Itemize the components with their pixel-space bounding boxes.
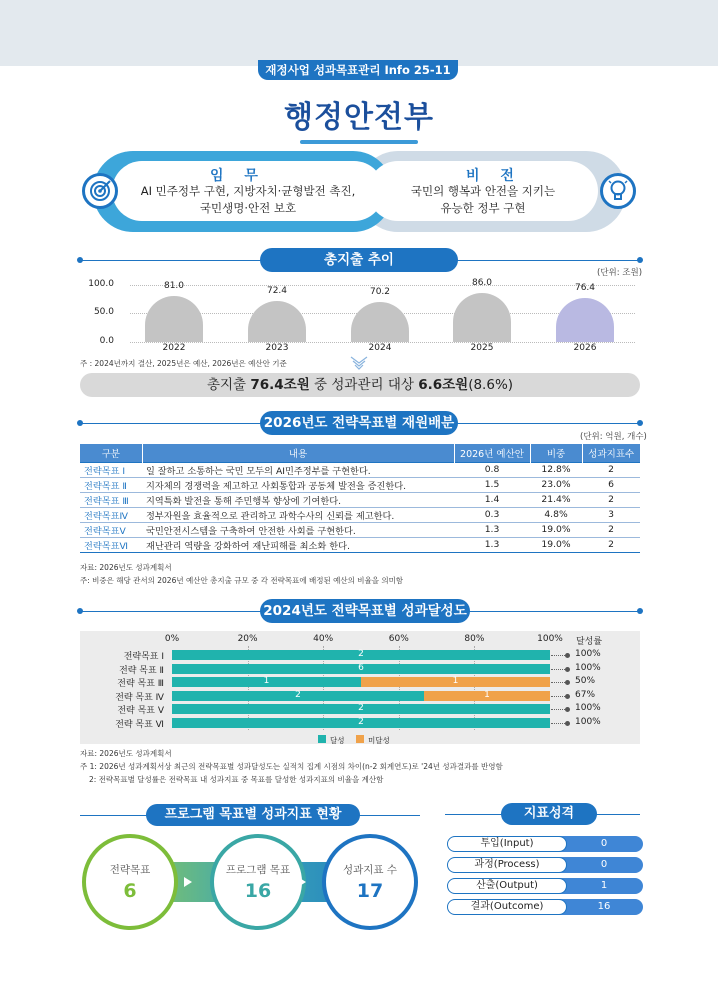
x-tick-label: 80% (464, 634, 485, 644)
row-goal: 전략목표Ⅳ (80, 507, 142, 522)
section2-unit: (단위: 억원, 개수) (580, 432, 647, 442)
row-budget: 1.4 (454, 492, 530, 507)
y-tick-label: 50.0 (93, 307, 114, 317)
flow-label: 프로그램 목표 (225, 864, 291, 876)
summary-text: 총지출 (206, 377, 251, 393)
leader-dot (565, 707, 570, 712)
section3-source: 자료: 2026년도 성과계획서 (80, 749, 172, 758)
x-tick-label: 60% (388, 634, 409, 644)
x-tick-label: 2023 (265, 343, 289, 353)
section3-note1: 주 1: 2026년 성과계획서상 최근의 전략목표별 성과달성도는 실적치 집계 시점의 차이(n-2 회계연도)로 '24년 성과결과를 반영함 (80, 762, 503, 771)
vision-heading: 비 전 (466, 168, 522, 184)
section2-note: 주: 비중은 해당 관서의 2026년 예산안 총지출 규모 중 각 전략목표에 배정된 예산의 비율을 의미함 (80, 576, 404, 585)
achievement-rate: 100% (575, 662, 601, 673)
table-row (80, 537, 640, 552)
legend-swatch (356, 735, 364, 743)
section1-footnote: 주 : 2024년까지 결산, 2025년은 예산, 2026년은 예산안 기준 (80, 359, 287, 368)
indicator-row (447, 836, 643, 852)
y-tick-label: 0.0 (99, 336, 114, 346)
indicator-value: 16 (559, 899, 643, 915)
row-share: 19.0% (530, 537, 582, 552)
budget-table (80, 444, 640, 553)
section3-heading: 2024년도 전략목표별 성과달성도 (260, 599, 470, 623)
arrow-right-icon (184, 877, 192, 887)
table-header: 내용 (142, 444, 454, 462)
section1-dot (637, 257, 643, 263)
row-goal: 전략목표 Ⅰ (80, 462, 142, 477)
row-count: 2 (582, 462, 640, 477)
leader-dot (565, 694, 570, 699)
row-budget: 1.3 (454, 522, 530, 537)
indicator-label: 투입(Input) (447, 836, 567, 852)
row-share: 4.8% (530, 507, 582, 522)
x-tick-label: 40% (313, 634, 334, 644)
table-row (80, 477, 640, 492)
section1-heading: 총지출 추이 (260, 248, 458, 272)
leader-dot (565, 721, 570, 726)
rate-header: 달성률 (575, 637, 603, 647)
x-tick-label: 2024 (368, 343, 392, 353)
mission-heading: 임 무 (210, 168, 266, 184)
row-budget: 0.3 (454, 507, 530, 522)
title-underline (300, 140, 418, 144)
row-label: 전략 목표 Ⅱ (119, 665, 164, 676)
row-share: 21.4% (530, 492, 582, 507)
row-goal: 전략목표Ⅵ (80, 537, 142, 552)
chevron-down-icon (349, 355, 369, 369)
row-count: 3 (582, 507, 640, 522)
data-label: 86.0 (471, 278, 493, 288)
row-budget: 1.3 (454, 537, 530, 552)
flow-value: 16 (244, 880, 272, 902)
row-count: 2 (582, 537, 640, 552)
section3-dot (77, 608, 83, 614)
x-tick-label: 2026 (573, 343, 597, 353)
indicator-label: 결과(Outcome) (447, 899, 567, 915)
bar-value: 6 (358, 662, 364, 673)
flow-label: 전략목표 (109, 864, 151, 876)
section1-dot (77, 257, 83, 263)
x-tick-label: 100% (537, 634, 563, 644)
bar-value: 1 (452, 676, 459, 686)
x-tick-label: 0% (164, 634, 180, 644)
row-content: 재난관리 역량을 강화하여 재난피해를 최소화 한다. (142, 537, 454, 552)
row-share: 12.8% (530, 462, 582, 477)
vision-line-2: 유능한 정부 구현 (440, 201, 526, 215)
page-title: 행정안전부 (284, 100, 434, 135)
table-row (80, 522, 640, 537)
indicator-row (447, 899, 643, 915)
bar-value: 2 (358, 716, 364, 727)
row-count: 2 (582, 492, 640, 507)
summary-bar (80, 373, 640, 397)
bar-value: 2 (358, 703, 364, 713)
row-budget: 0.8 (454, 462, 530, 477)
bar-value: 1 (484, 689, 490, 700)
row-share: 23.0% (530, 477, 582, 492)
row-label: 전략 목표 Ⅲ (117, 679, 164, 689)
table-header: 성과지표수 (582, 444, 640, 462)
leader-dot (565, 680, 570, 685)
section2-heading: 2026년도 전략목표별 재원배분 (260, 411, 458, 435)
data-label: 76.4 (574, 283, 596, 293)
row-count: 6 (582, 477, 640, 492)
data-label: 72.4 (266, 286, 288, 296)
table-row (80, 462, 640, 477)
row-label: 전략 목표 Ⅳ (115, 692, 164, 703)
row-count: 2 (582, 522, 640, 537)
vision-line-1: 국민의 행복과 안전을 지키는 (410, 184, 556, 198)
data-label: 70.2 (369, 287, 391, 297)
arrow-right-icon (298, 877, 306, 887)
bar-value: 2 (295, 689, 301, 700)
mission-line-2: 국민생명·안전 보호 (199, 201, 297, 215)
bar-value: 2 (358, 649, 364, 659)
achievement-rate: 67% (575, 689, 596, 700)
indicator-row (447, 857, 643, 873)
table-header-row (80, 444, 640, 462)
x-tick-label: 2022 (162, 343, 186, 353)
section2-dot (77, 420, 83, 426)
flow-label: 성과지표 수 (342, 864, 398, 876)
series-tag: 재정사업 성과목표관리 Info 25-11 (258, 60, 458, 80)
bar (453, 293, 511, 342)
legend-label: 미달성 (368, 736, 390, 745)
achievement-rate: 100% (575, 716, 601, 727)
achievement-rate: 50% (575, 676, 596, 686)
bar-value: 1 (263, 676, 270, 686)
legend-swatch (318, 735, 326, 743)
achievement-rate: 100% (575, 649, 601, 659)
table-header: 비중 (530, 444, 582, 462)
row-label: 전략목표 Ⅰ (123, 652, 164, 662)
mission-text (118, 183, 378, 217)
table-row (80, 492, 640, 507)
section3-dot (637, 608, 643, 614)
achievement-rate: 100% (575, 703, 601, 713)
row-content: 국민안전시스템을 구축하여 안전한 사회를 구현한다. (142, 522, 454, 537)
y-tick-label: 100.0 (88, 279, 114, 289)
row-goal: 전략목표 Ⅲ (80, 492, 142, 507)
target-icon (82, 173, 118, 209)
indicator-heading: 지표성격 (501, 803, 597, 825)
indicator-label: 과정(Process) (447, 857, 567, 873)
x-tick-label: 20% (237, 634, 258, 644)
table-row (80, 507, 640, 522)
indicator-value: 1 (559, 878, 643, 894)
program-heading: 프로그램 목표별 성과지표 현황 (146, 804, 360, 826)
lightbulb-icon (600, 173, 636, 209)
indicator-value: 0 (559, 836, 643, 852)
leader-dot (565, 653, 570, 658)
section2-source: 자료: 2026년도 성과계획서 (80, 563, 172, 572)
x-tick-label: 2025 (470, 343, 494, 353)
row-content: 지역특화 발전을 통해 주민행복 향상에 기여한다. (142, 492, 454, 507)
row-budget: 1.5 (454, 477, 530, 492)
summary-total: 76.4조원 (250, 377, 310, 393)
row-content: 지자체의 경쟁력을 제고하고 사회통합과 공동체 발전을 증진한다. (142, 477, 454, 492)
table-header: 구분 (80, 444, 142, 462)
section2-dot (637, 420, 643, 426)
row-label: 전략 목표 Ⅴ (117, 706, 164, 716)
table-header: 2026년 예산안 (454, 444, 530, 462)
row-label: 전략 목표 Ⅵ (115, 719, 164, 730)
indicator-row (447, 878, 643, 894)
summary-target: 6.6조원 (418, 377, 469, 393)
mission-line-1: AI 민주정부 구현, 지방자치·균형발전 촉진, (140, 184, 356, 198)
row-goal: 전략목표 Ⅱ (80, 477, 142, 492)
row-content: 정부자원을 효율적으로 관리하고 과학수사의 신뢰를 제고한다. (142, 507, 454, 522)
section3-note2: 2: 전략목표별 달성률은 전략목표 내 성과지표 중 목표를 달성한 성과지표의 비율을 계산함 (89, 775, 384, 784)
row-goal: 전략목표Ⅴ (80, 522, 142, 537)
summary-ratio: (8.6%) (468, 377, 514, 393)
vision-text (370, 183, 596, 217)
leader-dot (565, 667, 570, 672)
data-label: 81.0 (163, 281, 185, 291)
flow-value: 17 (356, 880, 384, 902)
row-content: 일 잘하고 소통하는 국민 모두의 AI민주정부를 구현한다. (142, 462, 454, 477)
indicator-value: 0 (559, 857, 643, 873)
summary-text: 중 성과관리 대상 (309, 377, 419, 393)
flow-value: 6 (123, 880, 137, 902)
indicator-label: 산출(Output) (447, 878, 567, 894)
section1-unit: (단위: 조원) (597, 268, 643, 278)
legend-label: 달성 (330, 736, 345, 745)
row-share: 19.0% (530, 522, 582, 537)
